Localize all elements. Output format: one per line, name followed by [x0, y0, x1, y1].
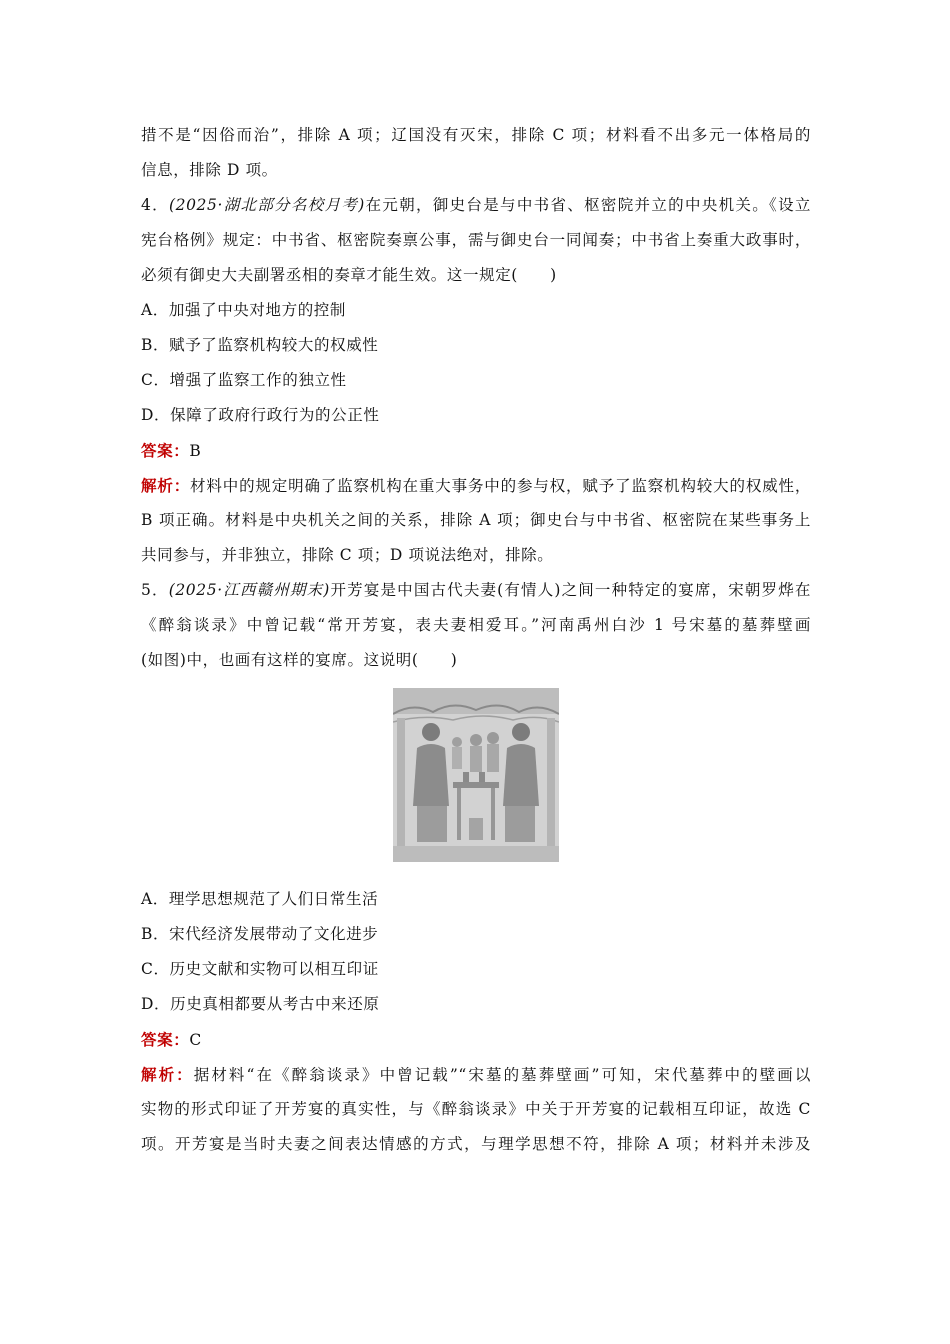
- question-5-stem-line: 《醉翁谈录》中曾记载“常开芳宴，表夫妻相爱耳。”河南禹州白沙 1 号宋墓的墓葬壁画: [141, 616, 811, 634]
- question-4-stem-line: [141, 188, 811, 223]
- text-line: 信息，排除 D 项。: [141, 161, 278, 179]
- option-d: D．保障了政府行政行为的公正性: [141, 406, 380, 424]
- analysis-line: 共同参与，并非独立，排除 C 项；D 项说法绝对，排除。: [141, 546, 554, 564]
- option-d: D．历史真相都要从考古中来还原: [141, 995, 380, 1013]
- question-4-stem-line: 宪台格例》规定：中书省、枢密院奏禀公事，需与御史台一同闻奏；中书省上奏重大政事时，: [141, 231, 811, 249]
- figure-container: [141, 678, 811, 882]
- answer-label: 答案：: [141, 1030, 190, 1049]
- question-5-stem-line: (如图)中，也画有这样的宴席。这说明( ): [141, 651, 458, 669]
- option-a: A．理学思想规范了人们日常生活: [141, 890, 379, 908]
- analysis-line: [141, 1057, 811, 1092]
- answer-line: [141, 1022, 811, 1057]
- answer-value: B: [189, 442, 202, 460]
- analysis-line: 实物的形式印证了开芳宴的真实性，与《醉翁谈录》中关于开芳宴的记载相互印证，故选 C: [141, 1100, 811, 1118]
- answer-line: [141, 433, 811, 468]
- analysis-text: 材料中的规定明确了监察机构在重大事务中的参与权，赋予了监察机构较大的权威性，: [190, 477, 811, 495]
- text-line: 措不是“因俗而治”，排除 A 项；辽国没有灭宋，排除 C 项；材料看不出多元一体格局的: [141, 126, 811, 144]
- analysis-label: 解析：: [141, 476, 191, 495]
- option-c: C．历史文献和实物可以相互印证: [141, 960, 379, 978]
- question-source: (2025·湖北部分名校月考): [168, 196, 365, 214]
- document-page: [141, 118, 811, 1162]
- analysis-label: 解析：: [141, 1065, 194, 1084]
- question-5-stem-line: [141, 573, 811, 608]
- analysis-line: [141, 468, 811, 503]
- question-4-stem-line: 必须有御史大夫副署丞相的奏章才能生效。这一规定( ): [141, 266, 557, 284]
- question-number: 4．: [141, 196, 169, 214]
- answer-value: C: [189, 1031, 202, 1049]
- tomb-mural-image: [393, 688, 559, 862]
- question-text: 开芳宴是中国古代夫妻(有情人)之间一种特定的宴席，宋朝罗烨在: [329, 581, 811, 599]
- question-text: 在元朝，御史台是与中书省、枢密院并立的中央机关。《设立: [364, 196, 812, 214]
- question-source: (2025·江西赣州期末): [168, 581, 330, 599]
- option-a: A．加强了中央对地方的控制: [141, 301, 346, 319]
- option-b: B．赋予了监察机构较大的权威性: [141, 336, 379, 354]
- analysis-line: 项。开芳宴是当时夫妻之间表达情感的方式，与理学思想不符，排除 A 项；材料并未涉及: [141, 1135, 811, 1153]
- analysis-text: 据材料“在《醉翁谈录》中曾记载”“宋墓的墓葬壁画”可知，宋代墓葬中的壁画以: [193, 1066, 811, 1084]
- question-number: 5．: [141, 581, 169, 599]
- answer-label: 答案：: [141, 441, 190, 460]
- option-c: C．增强了监察工作的独立性: [141, 371, 347, 389]
- option-b: B．宋代经济发展带动了文化进步: [141, 925, 379, 943]
- analysis-line: B 项正确。材料是中央机关之间的关系，排除 A 项；御史台与中书省、枢密院在某些事务上: [141, 511, 811, 529]
